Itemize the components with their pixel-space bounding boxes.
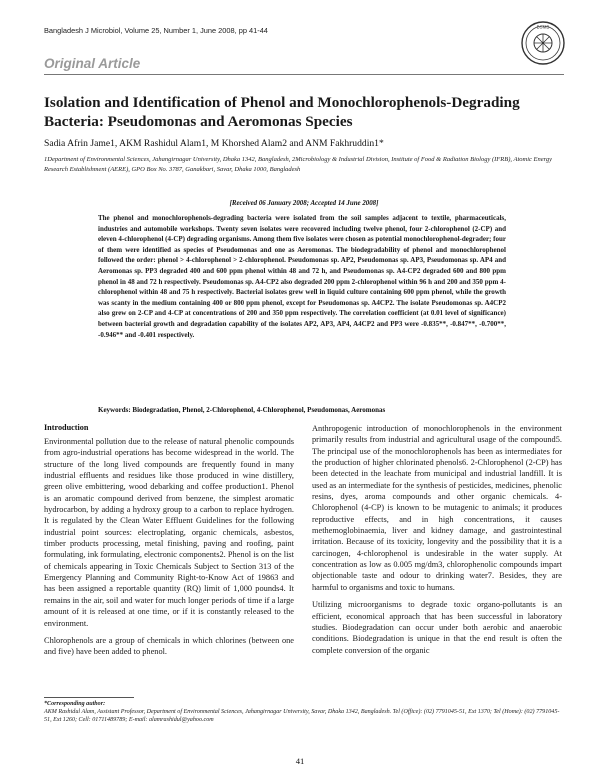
body-paragraph: Anthropogenic introduction of monochlorophenols in the environment primarily results from industrial and agricultural usage of the compound5. The principal use of the monochlorophenols has been as intermediates for the production of higher chlorinated phenols6. 2-Chlorophenol (2-CP) has been detected in the leachate from municipal and industrial landfill. It is used as an intermediate for the synthesis of pesticides, medicines, phenolic resins, dyes, aroma compounds and other organic chemicals. 4-Chlorophenol (4-CP) is known to be mutagenic to animals; it produces reproductive effects, and in high concentrations, it causes methemoglobinaemia, liver and kidney damage, and gastrointestinal irritation. Because of its toxicity, longevity and the possibility that it is a carcinogen, 4-chlorophenol is undesirable in the water supply. At concentration as low as 0.005 mg/dm3, chlorophenolic compounds impart objectionable taste and odour to drinking water7. Besides, they are harmful to organisms and toxic to humans. xyxy=(312,424,562,592)
journal-header: Bangladesh J Microbiol, Volume 25, Number 1, June 2008, pp 41-44 xyxy=(44,26,268,35)
footnote-text: AKM Rashidul Alam, Assistant Professor, Department of Environmental Sciences, Jahangirnagar University, Savar, Dhaka 1342, Bangladesh. Tel (Office): (02) 7791045-51, Ext 1370; Tel (Home): (02) 7791045-51, Ext 1260; Cell: 01711489789; E-mail: alamrashidul@yahoo.com xyxy=(44,709,560,724)
footnote-heading: *Corresponding author: xyxy=(44,701,106,707)
body-paragraph: Chlorophenols are a group of chemicals in which chlorines (between one and five) have been added to phenol. xyxy=(44,635,294,657)
right-column xyxy=(312,423,562,662)
received-dates: [Received 06 January 2008; Accepted 14 June 2008] xyxy=(229,200,379,207)
seal-label: BSMB xyxy=(536,24,550,30)
footnote-rule xyxy=(44,697,134,698)
corresponding-author-footnote xyxy=(44,700,564,725)
introduction-heading: Introduction xyxy=(44,423,89,432)
affiliations: 1Department of Environmental Sciences, Jahangirnagar University, Dhaka 1342, Bangladesh, 2Microbiology & Industrial Division, Institute of Food & Radiation Biology (IFRB), Atomic Energy Research Establishment (AERE), GPO Box No. 3787, Ganakbari, Savar, Dhaka 1000, Bangladesh xyxy=(44,156,553,173)
header-rule xyxy=(44,74,564,75)
abstract: The phenol and monochlorophenols-degrading bacteria were isolated from the soil samples adjacent to textile, pharmaceuticals, industries and automobile workshops. Twenty seven isolates were recovered including twelve phenol, four 2-chlorophenol (2-CP) and eleven 4-chlorophenol (4-CP) degrading organisms. Among them five isolates were chosen as potential monochlorophenol-degrader; four of them were identified as species of Pseudomonas and one as Aeromonas. The biodegradability of phenol and monochlorophenol followed the order: phenol > 4-chlorophenol > 2-chlorophenol. Pseudomonas sp. AP2, Pseudomonas sp. AP3, Pseudomonas sp. AP4 and Aeromonas sp. PP3 degraded 400 and 600 ppm phenol within 48 and 72 h, and Pseudomonas sp. A4-CP2 degraded 600 and 800 ppm phenol in 48 and 72 h respectively. Pseudomonas sp. A4-CP2 also degraded 200 ppm 2-chlorophenol within 96 h and 200 and 350 ppm 4-chlorophenol within 48 and 75 h respectively. Bacterial isolates grew well in liquid culture containing 600 ppm phenol, while the growth was scanty in the medium containing 400 or 800 ppm phenol, except for Pseudomonas sp. A4CP2. The isolate Pseudomonas sp. A4CP2 also grew on 2-CP and 4-CP at concentrations of 200 and 350 ppm respectively. The correlation coefficient (at 0.01 level of significance) between bacterial growth and degradation capability of the isolates AP2, AP3, AP4, A4CP2 and PP3 were -0.835**, -0.847**, -0.700**, -0.946** and -0.401 respectively. xyxy=(98,214,506,339)
body-paragraph: Utilizing microorganisms to degrade toxic organo-pollutants is an efficient, economical approach that has been successful in laboratory studies. Biodegradation can occur under both aerobic and anaerobic conditions. Biodegradation is unique in that the end result is often the complete conversion of the organic xyxy=(312,600,562,655)
page-number: 41 xyxy=(295,756,305,766)
body-paragraph: Environmental pollution due to the release of natural phenolic compounds from agro-industrial operations has become widespread in the world. The structure of the long lived compounds are frequently found in many industrial effluents and residues like those produced in wine distillery, green olive embittering, wood debarking and coffee production1. Phenol is an aromatic compound derived from benzene, the simplest aromatic hydrocarbon, by adding a hydroxy group to a carbon to replace hydrogen. It is regulated by the Clean Water Effluent Guidelines for the following industrial point sources: electroplating, organic chemicals, asbestos, timber products processing, metal finishing, paving and roofing, paint formulating, ink formulating, electronic components2. Phenol is on the list of chemicals appearing in Toxic Chemicals Subject to Section 313 of the Emergency Planning and Community Right-to-Know Act of 19863 and has been assigned a reportable quantity (RQ) limit of 1,000 pounds4. It remains in the air, soil and water for much longer periods of time if a large amount of it is released at one time, or if it is constantly released to the environment. xyxy=(44,437,294,628)
author-list: Sadia Afrin Jame1, AKM Rashidul Alam1, M Khorshed Alam2 and ANM Fakhruddin1* xyxy=(44,138,384,149)
article-title: Isolation and Identification of Phenol and Monochlorophenols-Degrading Bacteria: Pseudomonas and Aeromonas Species xyxy=(44,94,520,130)
section-label: Original Article xyxy=(44,56,141,71)
keywords: Keywords: Biodegradation, Phenol, 2-Chlorophenol, 4-Chlorophenol, Pseudomonas, Aeromonas xyxy=(98,406,386,414)
society-seal-logo xyxy=(520,20,566,66)
left-column xyxy=(44,423,294,664)
